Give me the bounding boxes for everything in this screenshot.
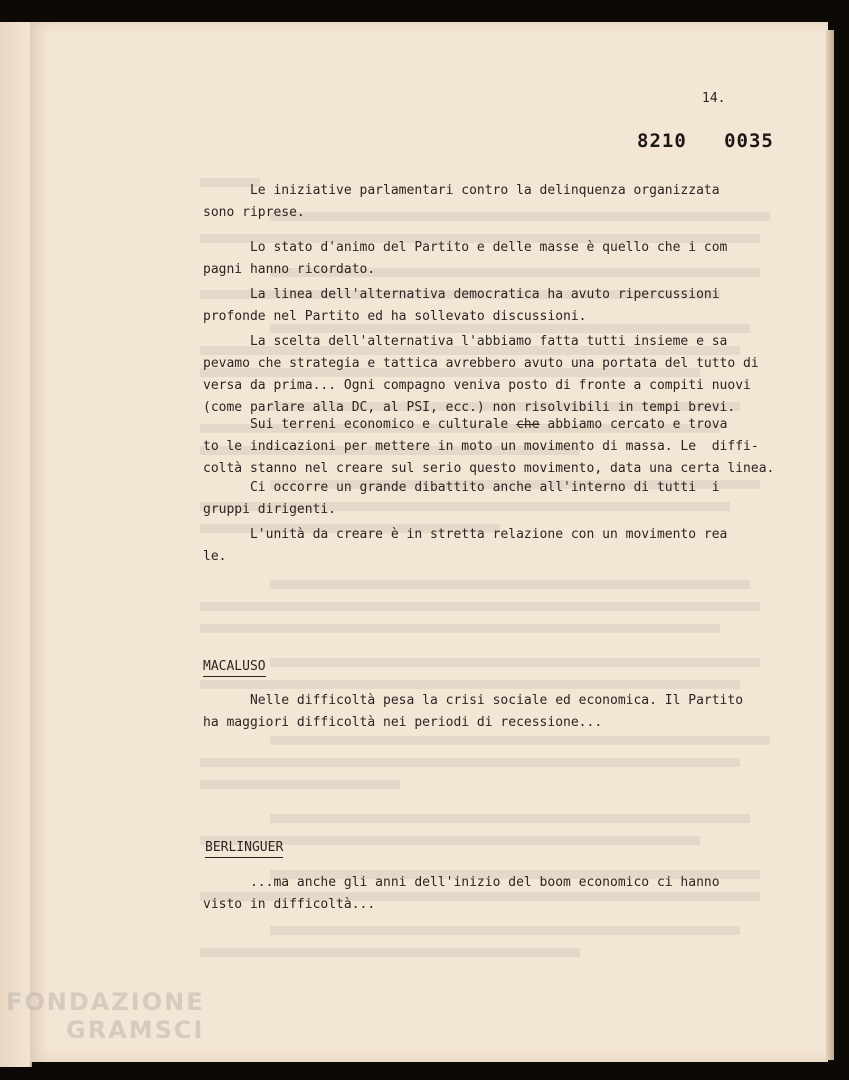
facing-page-edge bbox=[0, 22, 32, 1067]
text-segment: Sui terreni economico e culturale bbox=[203, 417, 517, 432]
paragraph-7 bbox=[203, 524, 783, 568]
paragraph-6 bbox=[203, 477, 783, 521]
text-line: ha maggiori difficoltà nei periodi di recessione... bbox=[203, 715, 603, 730]
text-line: Le iniziative parlamentari contro la delinquenza organizzata bbox=[203, 183, 720, 198]
text-line: visto in difficoltà... bbox=[203, 897, 376, 912]
watermark-line-1: FONDAZIONE bbox=[6, 988, 205, 1016]
speaker-heading-berlinguer bbox=[205, 837, 283, 859]
page-stack-edge bbox=[826, 30, 834, 1060]
text-line: versa da prima... Ogni compagno veniva posto di fronte a compiti nuovi bbox=[203, 378, 751, 393]
text-line: ...ma anche gli anni dell'inizio del boom economico ci hanno bbox=[203, 875, 720, 890]
text-line: gruppi dirigenti. bbox=[203, 502, 337, 517]
text-line: profonde nel Partito ed ha sollevato discussioni. bbox=[203, 309, 587, 324]
text-line: sono riprese. bbox=[203, 205, 305, 220]
speaker-name: MACALUSO bbox=[203, 659, 266, 677]
text-line bbox=[203, 414, 783, 436]
text-line: Ci occorre un grande dibattito anche all'interno di tutti i bbox=[203, 480, 720, 495]
paragraph-1 bbox=[203, 180, 783, 224]
paragraph-3 bbox=[203, 284, 783, 328]
archive-watermark-logo bbox=[6, 988, 205, 1044]
text-segment: abbiamo cercato e trova bbox=[539, 417, 728, 432]
text-line: La linea dell'alternativa democratica ha avuto ripercussioni bbox=[203, 287, 720, 302]
text-line: pevamo che strategia e tattica avrebbero avuto una portata del tutto di bbox=[203, 356, 759, 371]
text-line: Nelle difficoltà pesa la crisi sociale ed economica. Il Partito bbox=[203, 693, 744, 708]
paragraph-5 bbox=[203, 414, 783, 480]
watermark-line-2: GRAMSCI bbox=[66, 1016, 205, 1044]
text-line: (come parlare alla DC, al PSI, ecc.) non risolvibili in tempi brevi. bbox=[203, 400, 736, 415]
speaker-name: BERLINGUER bbox=[205, 840, 283, 858]
page-number: 14. bbox=[702, 91, 726, 106]
speaker-text-macaluso bbox=[203, 690, 783, 734]
speaker-text-berlinguer bbox=[203, 872, 783, 916]
text-line: coltà stanno nel creare sul serio questo movimento, data una certa linea. bbox=[203, 461, 775, 476]
paragraph-4 bbox=[203, 331, 783, 419]
paragraph-2 bbox=[203, 237, 783, 281]
text-line: L'unità da creare è in stretta relazione con un movimento rea bbox=[203, 527, 728, 542]
archive-code: 8210 0035 bbox=[637, 130, 774, 152]
text-line: to le indicazioni per mettere in moto un movimento di massa. Le diffi- bbox=[203, 439, 759, 454]
struck-word: che bbox=[516, 417, 540, 432]
text-line: La scelta dell'alternativa l'abbiamo fatta tutti insieme e sa bbox=[203, 334, 728, 349]
text-line: Lo stato d'animo del Partito e delle masse è quello che i com bbox=[203, 240, 728, 255]
text-line: le. bbox=[203, 549, 227, 564]
speaker-heading-macaluso bbox=[203, 656, 266, 678]
text-line: pagni hanno ricordato. bbox=[203, 262, 376, 277]
